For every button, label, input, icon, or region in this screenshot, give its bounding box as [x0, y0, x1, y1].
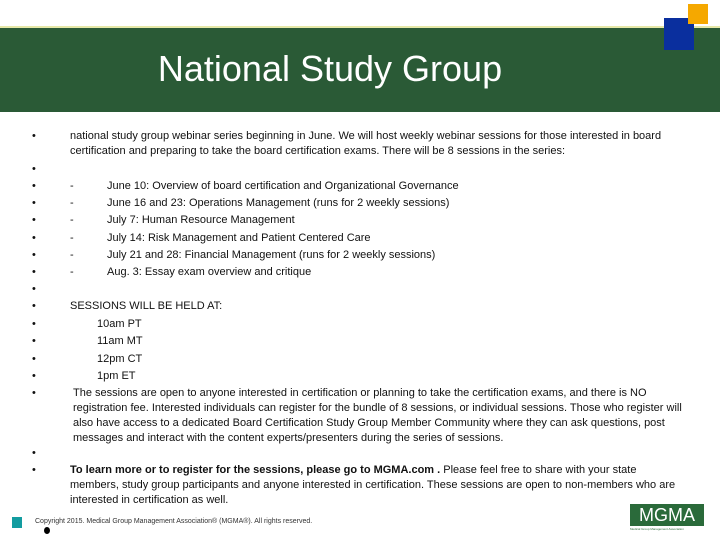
dot-decoration — [44, 527, 50, 534]
mgma-logo: MGMA — [630, 504, 704, 526]
orange-square-decoration — [688, 4, 708, 24]
slide-title: National Study Group — [157, 48, 503, 89]
copyright-footer: Copyright 2015. Medical Group Management Association® (MGMA®). All rights reserved. — [35, 518, 313, 525]
learn-more-link-text[interactable]: To learn more or to register for the sessions, please go to MGMA.com . — [70, 464, 441, 476]
teal-square-decoration — [12, 517, 22, 528]
mgma-logo-subtitle: Medical Group Management Association — [630, 527, 684, 531]
